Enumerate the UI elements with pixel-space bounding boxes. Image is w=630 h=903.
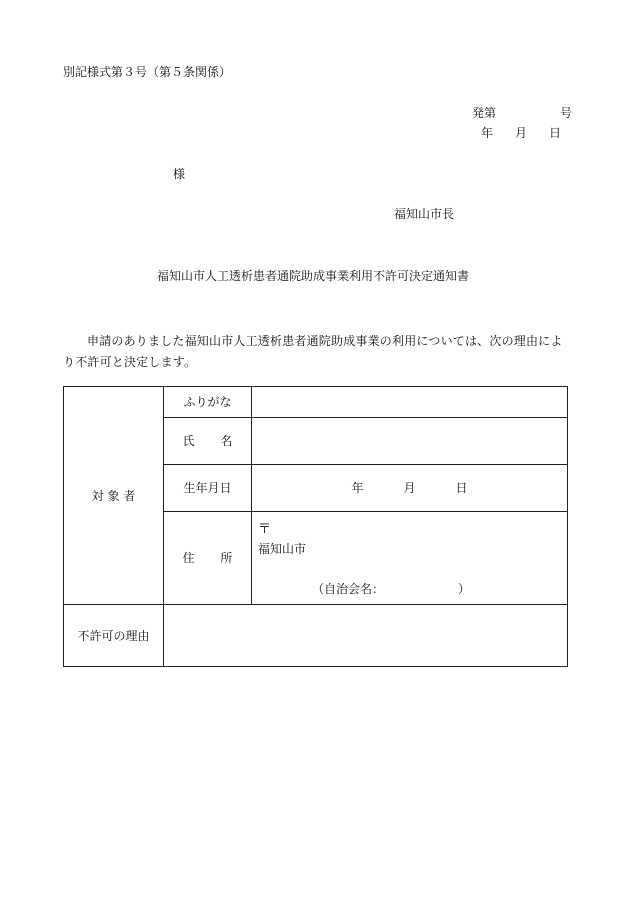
table-row-reason (64, 605, 568, 667)
name-value-cell[interactable] (252, 418, 568, 465)
postal-mark: 〒 (258, 522, 272, 537)
recipient-honorific: 様 (173, 167, 186, 181)
birthdate-year: 年 (351, 481, 364, 495)
address-label-cell (164, 512, 252, 605)
address-value-cell[interactable] (252, 512, 568, 605)
issuer-name: 福知山市長 (394, 207, 455, 221)
issue-date-year: 年 (481, 126, 494, 140)
reason-label: 不許可の理由 (77, 628, 150, 643)
birthdate-label: 生年月日 (183, 481, 232, 495)
name-label: 氏 名 (182, 434, 233, 448)
neighborhood-association-field (312, 583, 470, 595)
birthdate-label-cell (164, 465, 252, 512)
issue-date-month: 月 (515, 126, 528, 140)
neighborhood-association-close: ） (458, 582, 471, 596)
document-title: 福知山市人工透析患者通院助成事業利用不許可決定通知書 (157, 269, 470, 283)
subject-label: 対 象 者 (91, 488, 136, 503)
subject-info-table (63, 386, 568, 667)
reason-value-cell[interactable] (164, 605, 568, 667)
birthdate-month: 月 (403, 481, 416, 495)
address-city: 福知山市 (258, 542, 307, 556)
furigana-label-cell (164, 387, 252, 418)
address-label: 住 所 (182, 551, 233, 565)
neighborhood-association-label: （自治会名： (312, 582, 379, 596)
document-number-suffix: 号 (560, 106, 573, 120)
reason-label-cell (64, 605, 164, 667)
birthdate-value-cell[interactable] (252, 465, 568, 512)
subject-label-cell (64, 387, 164, 605)
birthdate-day: 日 (455, 481, 468, 495)
table-row-furigana (64, 387, 568, 418)
issue-date-day: 日 (549, 126, 562, 140)
issue-date-line (481, 127, 561, 139)
furigana-label: ふりがな (183, 395, 232, 409)
form-number: 別記様式第３号（第５条関係） (63, 65, 232, 79)
document-number-line (472, 107, 572, 119)
notice-body: 申請のありました福知山市人工透析患者通院助成事業の利用については、次の理由により不許可と決定します。 (63, 334, 563, 369)
document-number-prefix: 発第 (472, 106, 497, 120)
name-label-cell (164, 418, 252, 465)
furigana-value-cell[interactable] (252, 387, 568, 418)
